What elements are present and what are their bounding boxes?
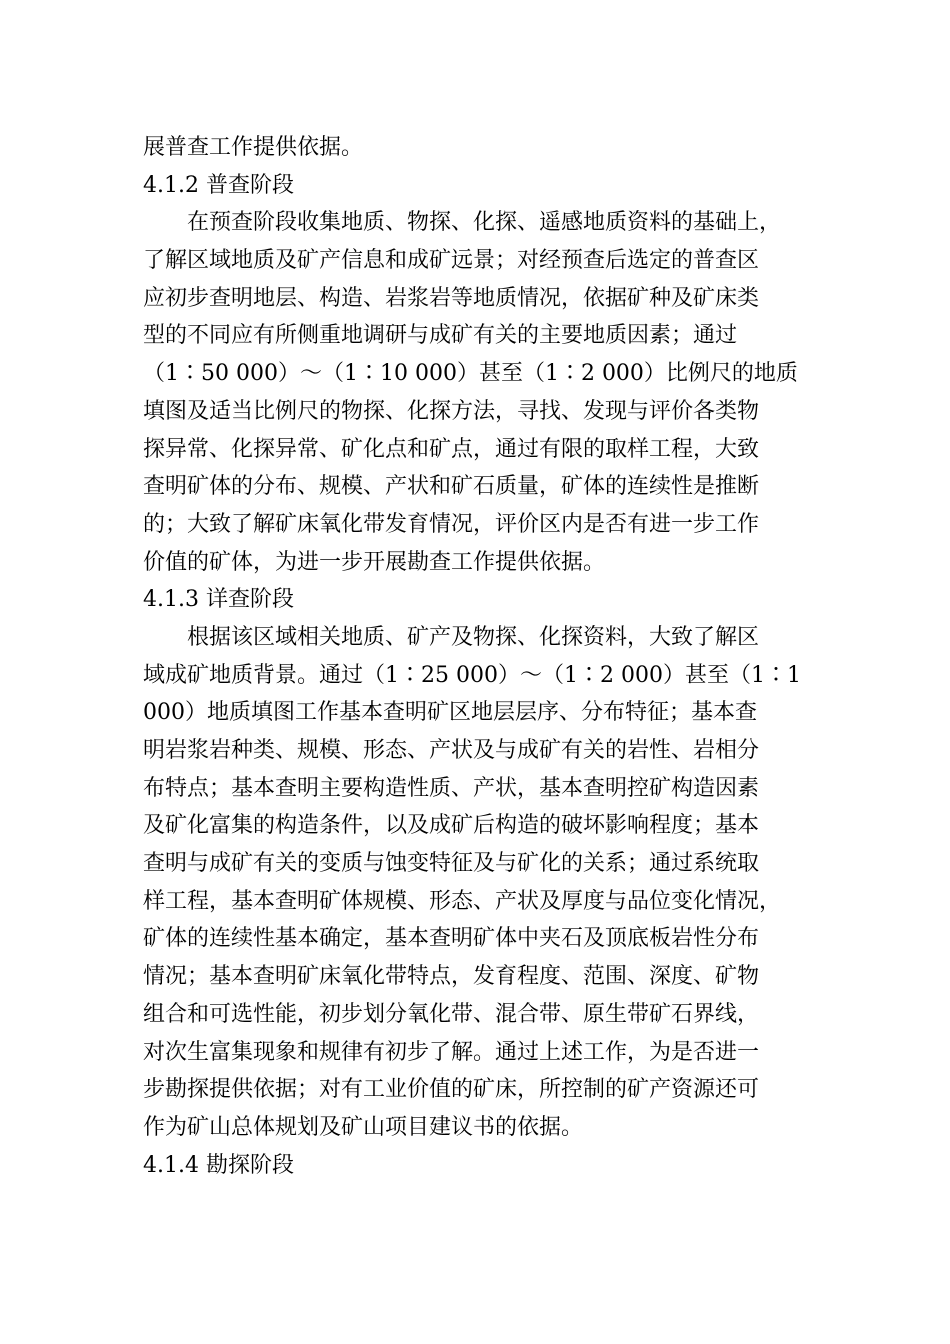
paragraph-line: 填图及适当比例尺的物探、化探方法，寻找、发现与评价各类物 <box>143 398 760 424</box>
paragraph-line: 情况；基本查明矿床氧化带特点，发育程度、范围、深度、矿物 <box>143 964 760 990</box>
paragraph-line: 域成矿地质背景。通过（1∶25 000）～（1∶2 000）甚至（1∶1 <box>143 662 801 688</box>
paragraph-line: 样工程，基本查明矿体规模、形态、产状及厚度与品位变化情况， <box>143 888 782 914</box>
paragraph-line: 000）地质填图工作基本查明矿区地层层序、分布特征；基本查 <box>143 700 757 726</box>
paragraph-line: 步勘探提供依据；对有工业价值的矿床，所控制的矿产资源还可 <box>143 1077 760 1103</box>
paragraph-line: 价值的矿体，为进一步开展勘查工作提供依据。 <box>143 549 606 575</box>
paragraph-line: 应初步查明地层、构造、岩浆岩等地质情况，依据矿种及矿床类 <box>143 285 760 311</box>
document-body <box>143 129 808 1184</box>
paragraph-line: 了解区域地质及矿产信息和成矿远景；对经预查后选定的普查区 <box>143 248 760 274</box>
paragraph-line: 矿体的连续性基本确定，基本查明矿体中夹石及顶底板岩性分布 <box>143 926 760 952</box>
paragraph-line: 对次生富集现象和规律有初步了解。通过上述工作，为是否进一 <box>143 1039 760 1065</box>
paragraph-line: 组合和可选性能，初步划分氧化带、混合带、原生带矿石界线， <box>143 1001 760 1027</box>
paragraph-line: 明岩浆岩种类、规模、形态、产状及与成矿有关的岩性、岩相分 <box>143 738 760 763</box>
paragraph-line: 型的不同应有所侧重地调研与成矿有关的主要地质因素；通过 <box>143 323 738 349</box>
paragraph-line: （1∶50 000）～（1∶10 000）甚至（1∶2 000）比例尺的地质 <box>143 361 798 387</box>
paragraph-line: 及矿化富集的构造条件，以及成矿后构造的破坏影响程度；基本 <box>143 813 760 839</box>
section-heading-4-1-4: 4.1.4 勘探阶段 <box>143 1152 294 1178</box>
section-heading-4-1-2: 4.1.2 普查阶段 <box>143 172 294 198</box>
paragraph-line: 查明与成矿有关的变质与蚀变特征及与矿化的关系；通过系统取 <box>143 851 760 877</box>
section-heading-4-1-3: 4.1.3 详查阶段 <box>143 587 294 613</box>
paragraph-line: 作为矿山总体规划及矿山项目建议书的依据。 <box>143 1114 584 1140</box>
paragraph-line: 查明矿体的分布、规模、产状和矿石质量，矿体的连续性是推断 <box>143 474 760 500</box>
paragraph-line: 的；大致了解矿床氧化带发育情况，评价区内是否有进一步工作 <box>143 511 760 537</box>
paragraph-line: 布特点；基本查明主要构造性质、产状，基本查明控矿构造因素 <box>143 775 760 801</box>
paragraph-line: 展普查工作提供依据。 <box>143 135 364 160</box>
paragraph-line: 探异常、化探异常、矿化点和矿点，通过有限的取样工程，大致 <box>143 436 760 462</box>
paragraph-line: 根据该区域相关地质、矿产及物探、化探资料，大致了解区 <box>187 624 760 650</box>
paragraph-line: 在预查阶段收集地质、物探、化探、遥感地质资料的基础上， <box>187 210 782 236</box>
